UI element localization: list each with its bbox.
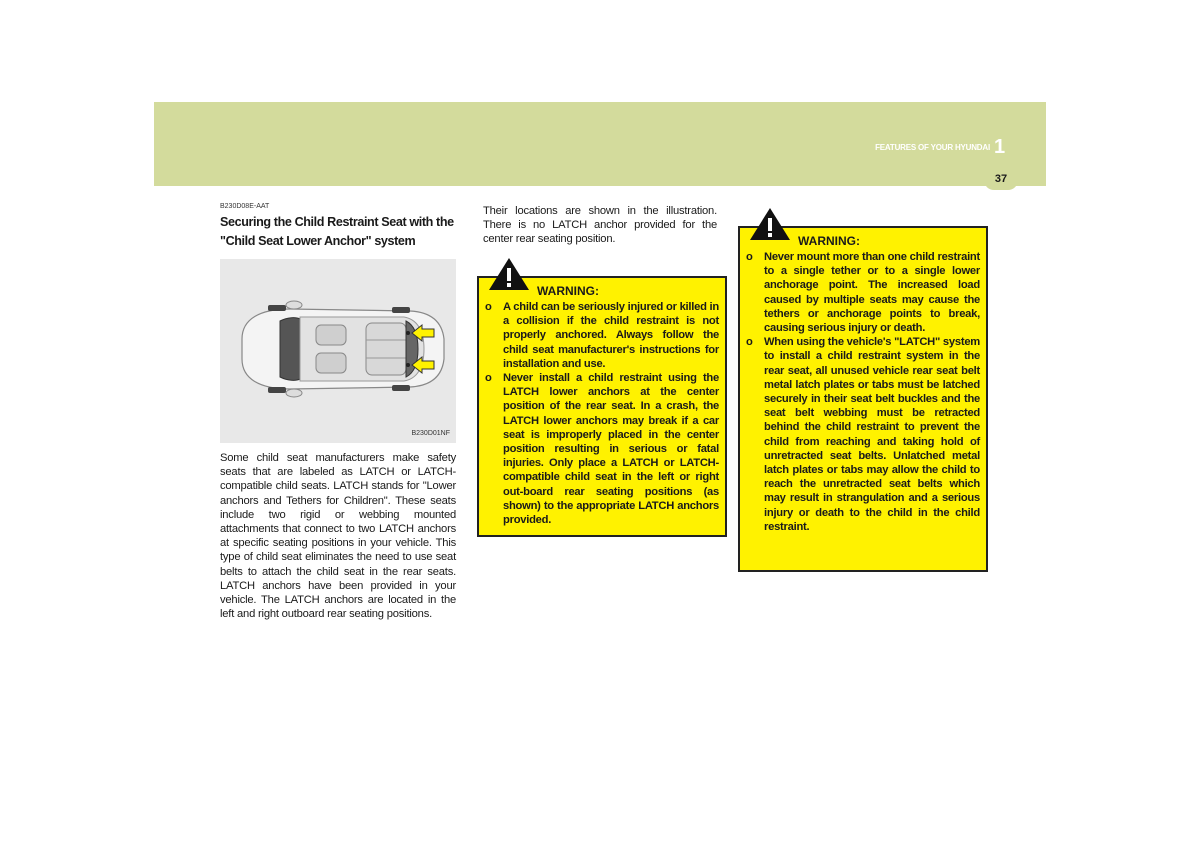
bullet: o bbox=[746, 336, 753, 349]
car-topview-image bbox=[220, 259, 456, 443]
left-column bbox=[220, 203, 456, 621]
warning-text: Never install a child restraint using the LATCH lower anchors at the center position of the rear seat. In a crash, the LATCH lower anchors may break if a car seat is improperly placed in the center position resulting in serious or fatal injuries. Only place a LATCH or LATCH-compatible child seat in the left or right out-board rear seating positions (as shown) to the appropriate LATCH anchors provided. bbox=[503, 372, 719, 527]
warning-text: When using the vehicle's "LATCH" system to install a child restraint system in the rear seat, all unused vehicle rear seat belt metal latch plates or tabs must be latched securely in their seat belt buckles and the seat belt webbing must be retracted behind the child restraint to prevent the child from reaching and taking hold of unretracted seat belts. Unlatched metal latch plates or tabs may allow the child to reach the unretracted seat belts which may result in strangulation and a serious injury or death to the child in the child restraint. bbox=[764, 336, 980, 533]
section-heading: Securing the Child Restraint Seat with the "Child Seat Lower Anchor" system bbox=[220, 215, 454, 248]
warning-triangle-icon bbox=[487, 256, 531, 292]
section-code: B230D08E-AAT bbox=[220, 203, 270, 210]
warning-text: Never mount more than one child restraint to a single tether or to a single lower anchorage point. The increased load caused by multiple seats may cause the tethers or anchorage points to break, causing serious injury or death. bbox=[764, 251, 980, 335]
page-number-tab bbox=[984, 168, 1018, 190]
warning-title: WARNING: bbox=[798, 234, 860, 248]
figure-code: B230D01NF bbox=[411, 430, 450, 437]
warning-title: WARNING: bbox=[537, 284, 599, 298]
warning-triangle-icon bbox=[748, 206, 792, 242]
warning-item bbox=[746, 250, 980, 335]
chapter-number: 1 bbox=[994, 136, 1006, 158]
warning-box-2 bbox=[738, 226, 988, 572]
car-latch-illustration bbox=[220, 259, 456, 443]
bullet: o bbox=[746, 251, 753, 263]
warning-list bbox=[485, 300, 719, 527]
warning-item bbox=[485, 371, 719, 527]
warning-list bbox=[746, 250, 980, 534]
anchor-location-text: Their locations are shown in the illustration. There is no LATCH anchor provided for the center rear seating position. bbox=[483, 205, 717, 246]
warning-item bbox=[746, 335, 980, 534]
warning-box-1 bbox=[477, 276, 727, 537]
page-number: 37 bbox=[994, 173, 1008, 185]
warning-item bbox=[485, 300, 719, 371]
latch-description: Some child seat manufacturers make safety seats that are labeled as LATCH or LATCH-compatible child seats. LATCH stands for "Lower anchors and Tethers for Children". These seats include two rigid or webbing mounted attachments that connect to two LATCH anchors at specific seating positions in your vehicle. This type of child seat eliminates the need to use seat belts to attach the child seat in the rear seats. LATCH anchors have been provided in your vehicle. The LATCH anchors are located in the left and right outboard rear seating positions. bbox=[220, 452, 456, 621]
section-title: FEATURES OF YOUR HYUNDAI bbox=[875, 143, 990, 152]
bullet: o bbox=[485, 372, 492, 385]
bullet: o bbox=[485, 301, 492, 313]
warning-text: A child can be seriously injured or killed in a collision if the child restraint is not properly anchored. Always follow the child seat manufacturer's instructions for installation and use. bbox=[503, 301, 719, 370]
middle-column bbox=[483, 204, 717, 247]
